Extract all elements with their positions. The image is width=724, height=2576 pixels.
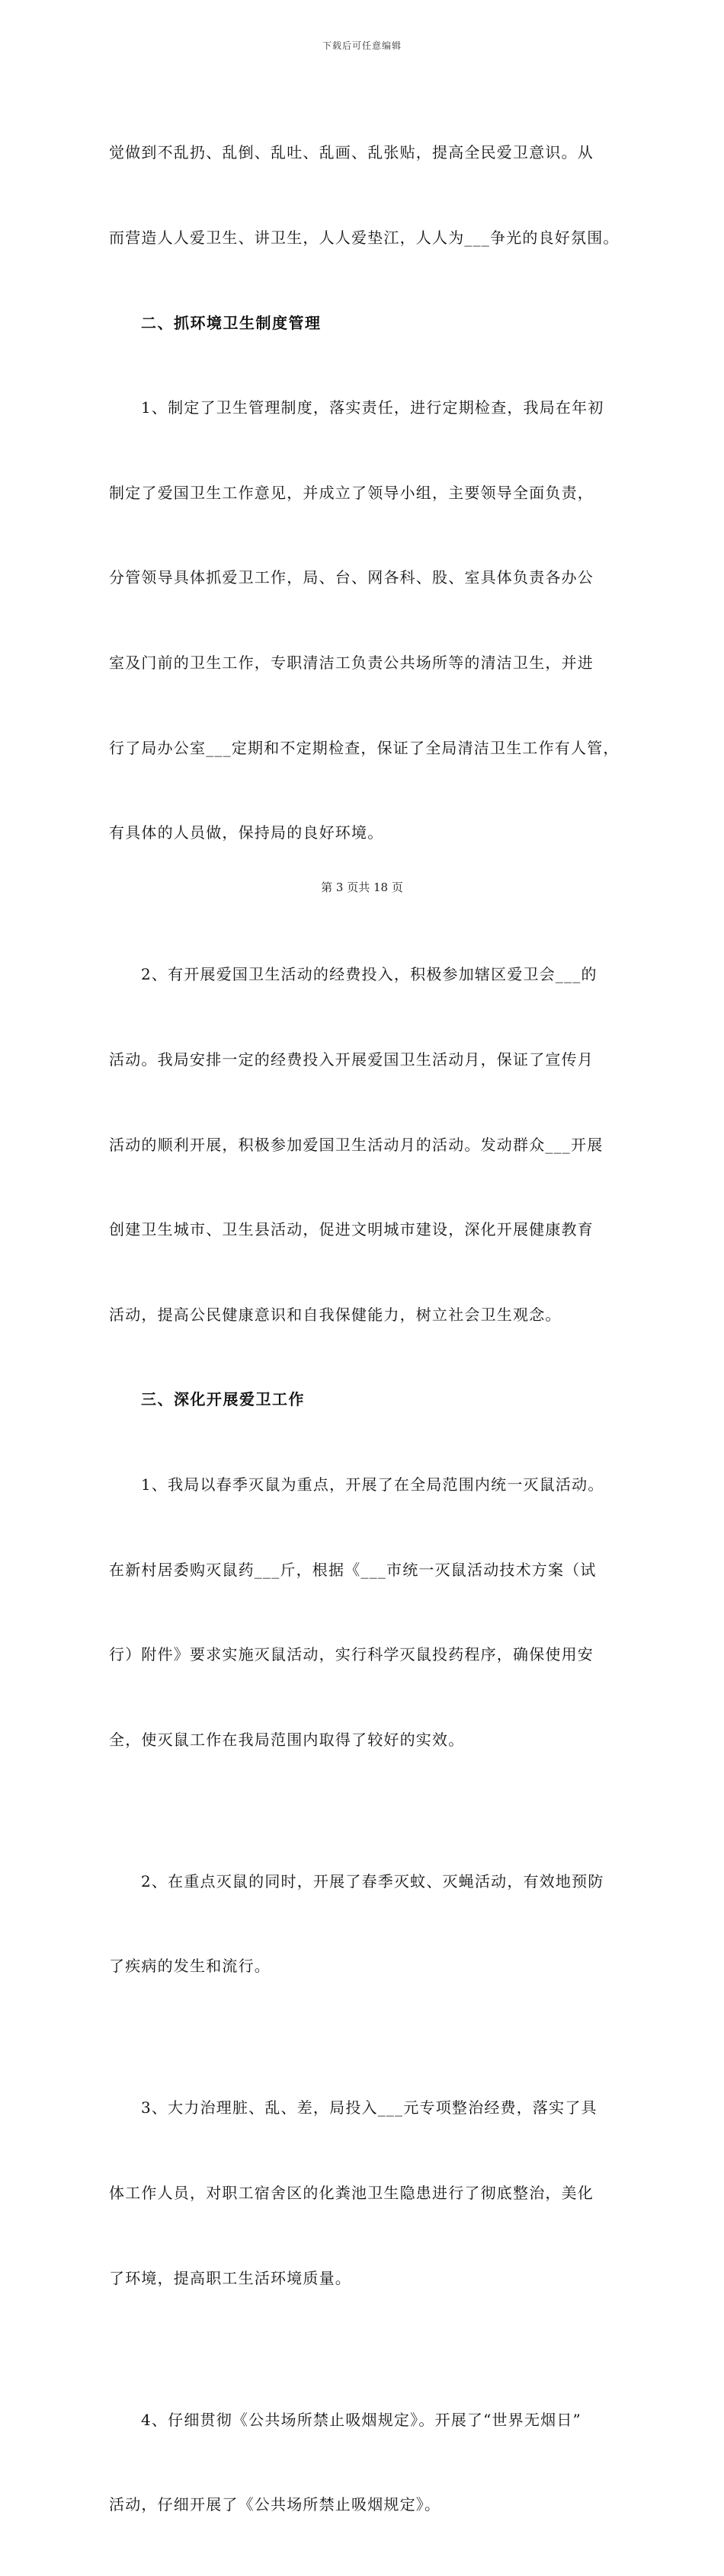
document-body	[109, 82, 627, 2576]
text-line: 创建卫生城市、卫生县活动，促进文明城市建设，深化开展健康教育	[109, 1220, 594, 1239]
text-line: 3、大力治理脏、乱、差，局投入___元专项整治经费，落实了具	[141, 2098, 597, 2117]
text-line: 室及门前的卫生工作，专职清洁工负责公共场所等的清洁卫生，并进	[109, 654, 594, 673]
text-line: 在新村居委购灭鼠药___斤，根据《___市统一灭鼠活动技术方案（试	[109, 1560, 597, 1579]
paragraph-2-2	[109, 904, 627, 1385]
text-line: 了疾病的发生和流行。	[109, 1957, 271, 1976]
text-line: 活动，提高公民健康意识和自我保健能力，树立社会卫生观念。	[109, 1305, 562, 1324]
text-line: 活动。我局安排一定的经费投入开展爱国卫生活动月，保证了宣传月	[109, 1050, 594, 1069]
text-line: 1、我局以春季灭鼠为重点，开展了在全局范围内统一灭鼠活动。	[141, 1475, 604, 1494]
paragraph-2-1	[109, 337, 627, 904]
text-line: 活动，仔细开展了《公共场所禁止吸烟规定》。	[109, 2495, 441, 2514]
page-number: 第 3 页共 18 页	[321, 881, 403, 894]
paragraph-3-3	[109, 2037, 627, 2349]
section-heading-3: 三、深化开展爱卫工作	[141, 1390, 305, 1409]
text-line: 2、有开展爱国卫生活动的经费投入，积极参加辖区爱卫会___的	[141, 965, 597, 984]
text-line: 而营造人人爱卫生、讲卫生，人人爱垫江，人人为___争光的良好氛围。	[109, 229, 620, 248]
text-line: 体工作人员，对职工宿舍区的化粪池卫生隐患进行了彻底整治，美化	[109, 2184, 594, 2203]
page-header-note: 下载后可任意编辑	[322, 40, 402, 51]
text-line: 分管领导具体抓爱卫工作，局、台、网各科、股、室具体负责各办公	[109, 568, 594, 587]
text-line: 了环境，提高职工生活环境质量。	[109, 2268, 351, 2287]
text-line: 2、在重点灭鼠的同时，开展了春季灭蚊、灭蝇活动，有效地预防	[141, 1871, 604, 1890]
text-line: 行）附件》要求实施灭鼠活动，实行科学灭鼠投药程序，确保使用安	[109, 1645, 594, 1664]
text-line: 有具体的人员做，保持局的良好环境。	[109, 823, 384, 842]
text-line: 觉做到不乱扔、乱倒、乱吐、乱画、乱张贴，提高全民爱卫意识。从	[109, 143, 594, 162]
text-line: 行了局办公室___定期和不定期检查，保证了全局清洁卫生工作有人管，	[109, 738, 620, 757]
text-line: 全，使灭鼠工作在我局范围内取得了较好的实效。	[109, 1730, 465, 1749]
section-heading-2: 二、抓环境卫生制度管理	[141, 313, 322, 332]
text-line: 4、仔细贯彻《公共场所禁止吸烟规定》。开展了“世界无烟日”	[141, 2410, 581, 2429]
text-line: 制定了爱国卫生工作意见，并成立了领导小组，主要领导全面负责，	[109, 483, 594, 502]
paragraph-continuation	[109, 82, 627, 309]
paragraph-3-4	[109, 2349, 627, 2576]
text-line: 活动的顺利开展，积极参加爱国卫生活动月的活动。发动群众___开展	[109, 1135, 604, 1154]
paragraph-3-1	[109, 1414, 627, 1811]
text-line: 1、制定了卫生管理制度，落实责任，进行定期检查，我局在年初	[141, 398, 604, 417]
paragraph-3-2	[109, 1811, 627, 2037]
